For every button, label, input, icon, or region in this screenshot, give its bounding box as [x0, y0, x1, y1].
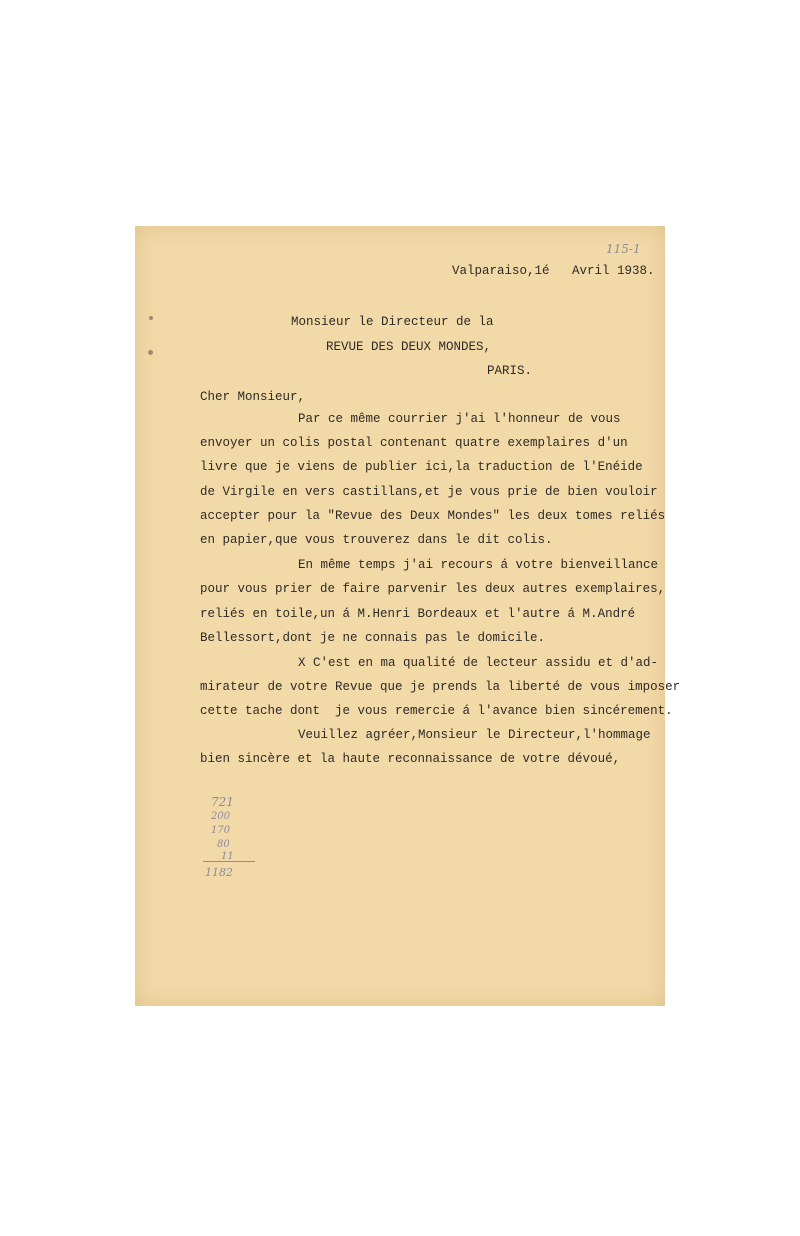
addressee-line: PARIS. [487, 364, 533, 378]
salutation: Cher Monsieur, [200, 390, 306, 404]
tally-number: 721 [211, 795, 234, 809]
archive-reference: 115-1 [606, 242, 641, 256]
body-line: envoyer un colis postal contenant quatre exemplaires d'un [200, 436, 628, 450]
body-line: pour vous prier de faire parvenir les deux autres exemplaires, [200, 582, 666, 596]
tally-rule [203, 861, 255, 862]
addressee-line: Monsieur le Directeur de la [291, 315, 494, 329]
body-line: Veuillez agréer,Monsieur le Directeur,l'hommage [298, 728, 651, 742]
body-line: livre que je viens de publier ici,la traduction de l'Enéide [200, 460, 643, 474]
dateline: Valparaiso,1é Avril 1938. [452, 264, 655, 278]
tally-number: 80 [217, 839, 230, 850]
tally-total: 1182 [205, 866, 233, 879]
body-line: en papier,que vous trouverez dans le dit colis. [200, 533, 553, 547]
body-line: accepter pour la "Revue des Deux Mondes" les deux tomes reliés [200, 509, 666, 523]
body-line: cette tache dont je vous remercie á l'avance bien sincérement. [200, 704, 673, 718]
tally-number: 11 [221, 851, 234, 862]
body-line: mirateur de votre Revue que je prends la liberté de vous imposer [200, 680, 681, 694]
paper-mark [148, 350, 153, 355]
body-line: de Virgile en vers castillans,et je vous prie de bien vouloir [200, 485, 658, 499]
body-line: reliés en toile,un á M.Henri Bordeaux et l'autre á M.André [200, 607, 636, 621]
addressee-line: REVUE DES DEUX MONDES, [326, 340, 492, 354]
tally-number: 170 [211, 825, 231, 836]
tally-number: 200 [211, 811, 231, 822]
body-line: X C'est en ma qualité de lecteur assidu et d'ad- [298, 656, 659, 670]
body-line: Bellessort,dont je ne connais pas le domicile. [200, 631, 546, 645]
body-line: Par ce même courrier j'ai l'honneur de vous [298, 412, 621, 426]
body-line: bien sincère et la haute reconnaissance de votre dévoué, [200, 752, 621, 766]
paper-mark [149, 316, 153, 320]
body-line: En même temps j'ai recours á votre bienveillance [298, 558, 659, 572]
